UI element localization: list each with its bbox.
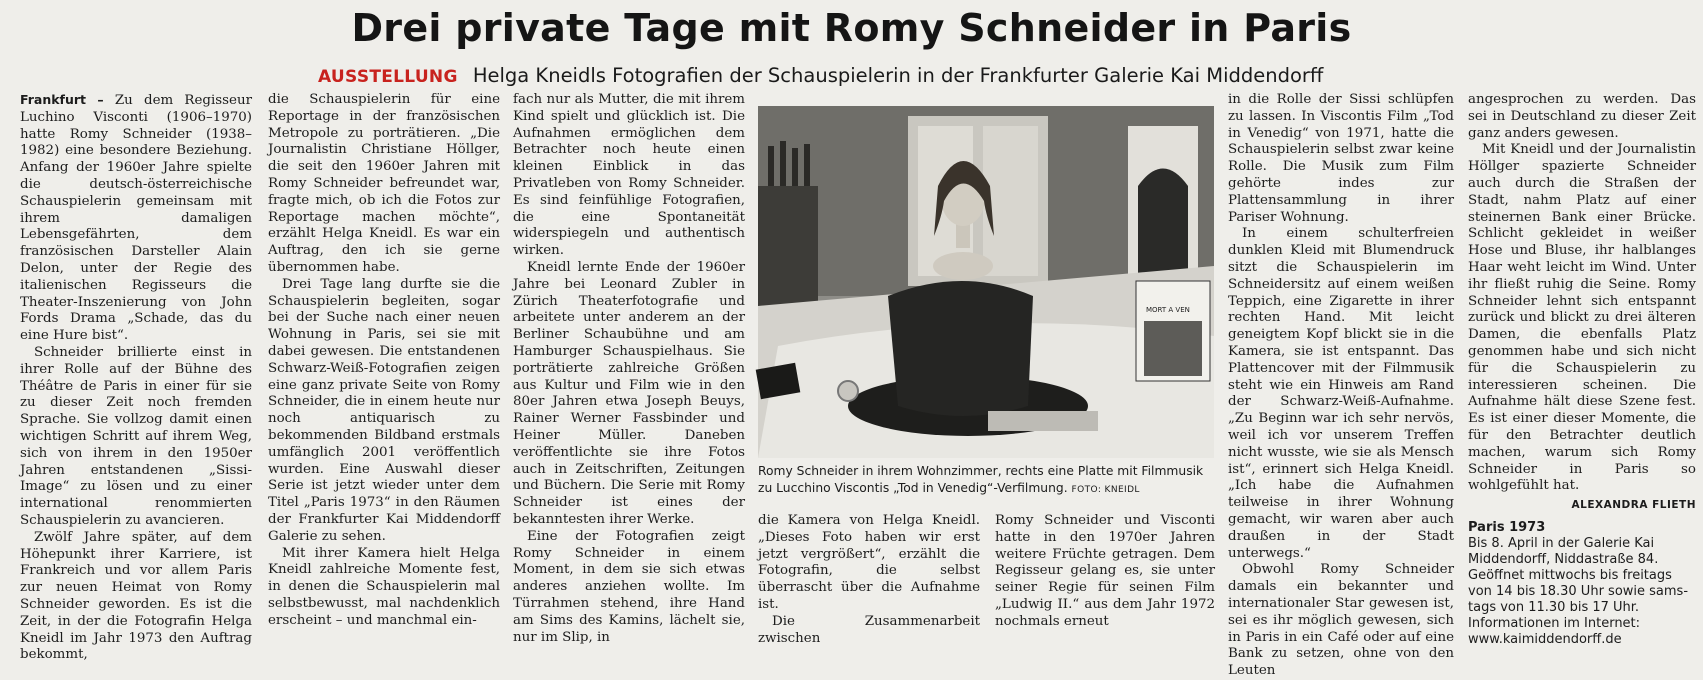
column-7 <box>1468 92 1696 647</box>
paragraph <box>20 92 252 345</box>
article-headline: Drei private Tage mit Romy Schneider in Paris <box>351 6 1352 50</box>
paragraph: Eine der Fotografien zeigt Romy Schneider in einem Moment, in dem sie sich etwas anderes anziehen wollte. Im Türrahmen stehend, ihre Hand am Sims des Kamins, lächelt sie, nur im Slip, in <box>513 528 745 645</box>
paragraph: Romy Schneider und Visconti hatte in den 1970er Jahren weitere Früchte getragen. Dem Regisseur gelang es, sie unter seiner Regie für seinen Film „Ludwig II.“ aus dem Jahr 1972 nochmals erneut <box>995 513 1215 629</box>
paragraph: Mit ihrer Kamera hielt Helga Kneidl zahlreiche Momente fest, in denen die Schauspielerin mal selbstbewusst, mal nachdenklich erscheint – und manchmal ein- <box>268 545 500 628</box>
paragraph: Drei Tage lang durfte sie die Schauspielerin begleiten, sogar bei der Suche nach einer neuen Wohnung in Paris, sei sie mit dabei gewesen. Die entstandenen Schwarz-Weiß-Fotografien zeigen eine ganz private Seite von Romy Schneider, die in einem heute nur noch antiquarisch zu bekommenden Bildband erstmals umfänglich 2001 veröffentlich wurden. Eine Auswahl dieser Serie ist jetzt wieder unter dem Titel „Paris 1973“ in den Räumen der Frankfurter Kai Middendorff Galerie zu sehen. <box>268 276 500 544</box>
article-photo <box>758 106 1214 458</box>
record-sleeve-title: MORT A VEN <box>1146 306 1190 314</box>
column-2 <box>268 92 500 628</box>
paragraph: Schneider brillierte einst in ihrer Rolle auf der Bühne des Théâtre de Paris in einer für sie zu dieser Zeit noch fremden Sprache. Sie vollzog damit einen wichtigen Schritt auf ihrem Weg, sich von ihrem in den 1950er Jahren entstandenen „Sissi-Image“ zu lösen und zu einer international renommierten Schauspielerin zu avancieren. <box>20 344 252 528</box>
paragraph: Obwohl Romy Schneider damals ein bekannter und internationaler Star gewesen ist, sei es ihr möglich gewesen, sich in Paris in ein Café oder auf eine Bank zu setzen, ohne von den Leuten <box>1228 562 1454 679</box>
paragraph: in die Rolle der Sissi schlüpfen zu lassen. In Viscontis Film „Tod in Venedig“ von 1971, hatte die Schauspielerin selbst zwar keine Rolle. Die Musik zum Film gehörte indes zur Plattensammlung in ihrer Pariser Wohnung. <box>1228 92 1454 225</box>
photo-credit: FOTO: KNEIDL <box>1071 484 1140 495</box>
paragraph: fach nur als Mutter, die mit ihrem Kind spielt und glücklich ist. Die Aufnahmen ermöglichen dem Betrachter noch heute einen kleinen Einblick in das Privatleben von Romy Schneider. Es sind feinfühlige Fotografien, die eine Spontaneität widerspiegeln und authentisch wirken. <box>513 92 745 259</box>
info-line: Middendorff, Niddastraße 84. <box>1468 551 1659 567</box>
caption-text: Romy Schneider in ihrem Wohnzimmer, rechts eine Platte mit Filmmusik zu Lucchino Viscontis „Tod in Venedig“-Verfilmung. <box>758 464 1204 495</box>
paragraph-text: Zu dem Regisseur Luchino Visconti (1906–1970) hatte Romy Schneider (1938–1982) eine besondere Beziehung. Anfang der 1960er Jahre spielte die deutsch-österreichische Schauspielerin gemeinsam mit ihrem damaligen Lebensgefährten, dem französischen Darsteller Alain Delon, unter der Regie des italienischen Regisseurs die Theater-Inszenierung von John Fords Drama „Schade, das du eine Hure bist“. <box>20 93 252 344</box>
photo-caption <box>758 463 1214 498</box>
paragraph: angesprochen zu werden. Das sei in Deutschland zu dieser Zeit ganz anders gewesen. <box>1468 92 1696 141</box>
paragraph: Kneidl lernte Ende der 1960er Jahre bei Leonard Zubler in Zürich Theaterfotografie und arbeitete unter anderem an der Berliner Schaubühne und am Hamburger Schauspielhaus. Sie porträtierte zahlreiche Größen aus Kultur und Film wie in den 80er Jahren etwa Joseph Beuys, Rainer Werner Fassbinder und Heiner Müller. Daneben veröffentlichte sie ihre Fotos auch in Zeitschriften, Zeitungen und Büchern. Die Serie mit Romy Schneider ist eines der bekanntesten ihrer Werke. <box>513 259 745 527</box>
paragraph: die Schauspielerin für eine Reportage in der französischen Metropole zu porträtieren. „Die Journalistin Christiane Höllger, die seit den 1960er Jahren mit Romy Schneider befreundet war, fragte mich, ob ich die Fotos zur Reportage machen möchte“, erzählt Helga Kneidl. Es war ein Auftrag, den ich sie gerne übernommen habe. <box>268 92 500 275</box>
info-title: Paris 1973 <box>1468 519 1546 535</box>
info-line: Bis 8. April in der Galerie Kai <box>1468 535 1655 551</box>
paragraph: die Kamera von Helga Kneidl. „Dieses Foto haben wir erst jetzt vergrößert“, erzählt die Fotografin, die selbst überrascht über die Aufnahme ist. <box>758 513 980 612</box>
column-6 <box>1228 92 1454 679</box>
kicker-row <box>318 64 1323 87</box>
exhibition-info-box <box>1468 520 1696 648</box>
column-4 <box>758 513 980 646</box>
info-website-link[interactable]: www.kaimiddendorff.de <box>1468 631 1622 647</box>
paragraph: Zwölf Jahre später, auf dem Höhepunkt ihrer Karriere, ist Frankreich und vor allem Paris zur neuen Heimat von Romy Schneider geworden. Es ist die Zeit, in der die Fotografin Helga Kneidl im Jahr 1973 den Auftrag bekommt, <box>20 529 252 663</box>
paragraph: Die Zusammenarbeit zwischen <box>758 613 980 646</box>
kicker-label: AUSSTELLUNG <box>318 67 458 87</box>
author-byline: ALEXANDRA FLIETH <box>1571 499 1696 512</box>
paragraph: In einem schulterfreien dunklen Kleid mit Blumendruck sitzt die Schauspielerin im Schneidersitz auf einem weißen Teppich, eine Zigarette in ihrer rechten Hand. Mit leicht geneigtem Kopf blickt sie in die Kamera, sie ist entspannt. Das Plattencover mit der Filmmusik steht wie ein Hinweis am Rand der Schwarz-Weiß-Aufnahme. „Zu Beginn war ich sehr nervös, weil ich vor unserem Treffen nicht wusste, wie sie als Mensch ist“, erinnert sich Helga Kneidl. „Ich habe die Aufnahmen teilweise in ihrer Wohnung gemacht, wir waren aber auch draußen in der Stadt unterwegs.“ <box>1228 226 1454 561</box>
paragraph: Mit Kneidl und der Journalistin Höllger spazierte Schneider auch durch die Straßen der Stadt, nahm Platz auf einer steinernen Bank einer Brücke. Schlicht gekleidet in weißer Hose und Bluse, ihr halblanges Haar weht leicht im Wind. Unter ihr fließt ruhig die Seine. Romy Schneider lehnt sich entspannt zurück und blickt zu drei älteren Damen, die ebenfalls Platz genommen habe und sich nicht für die Schauspielerin zu interessieren scheinen. Die Aufnahme hält diese Szene fest. Es ist einer dieser Momente, die für den Betrachter deutlich machen, warum sich Romy Schneider in Paris so wohlgefühlt hat. <box>1468 142 1696 494</box>
info-line: Geöffnet mittwochs bis freitags <box>1468 567 1672 583</box>
info-line: Informationen im Internet: <box>1468 615 1641 631</box>
subheadline: Helga Kneidls Fotografien der Schauspielerin in der Frankfurter Galerie Kai Middendorff <box>472 64 1324 87</box>
column-3 <box>513 92 745 645</box>
info-line: von 14 bis 18.30 Uhr sowie sams- <box>1468 583 1689 599</box>
photo-illustration <box>758 106 1214 458</box>
info-line: tags von 11.30 bis 17 Uhr. <box>1468 599 1640 615</box>
column-5 <box>995 513 1215 629</box>
column-1 <box>20 92 252 663</box>
dateline: Frankfurt – <box>20 92 104 107</box>
